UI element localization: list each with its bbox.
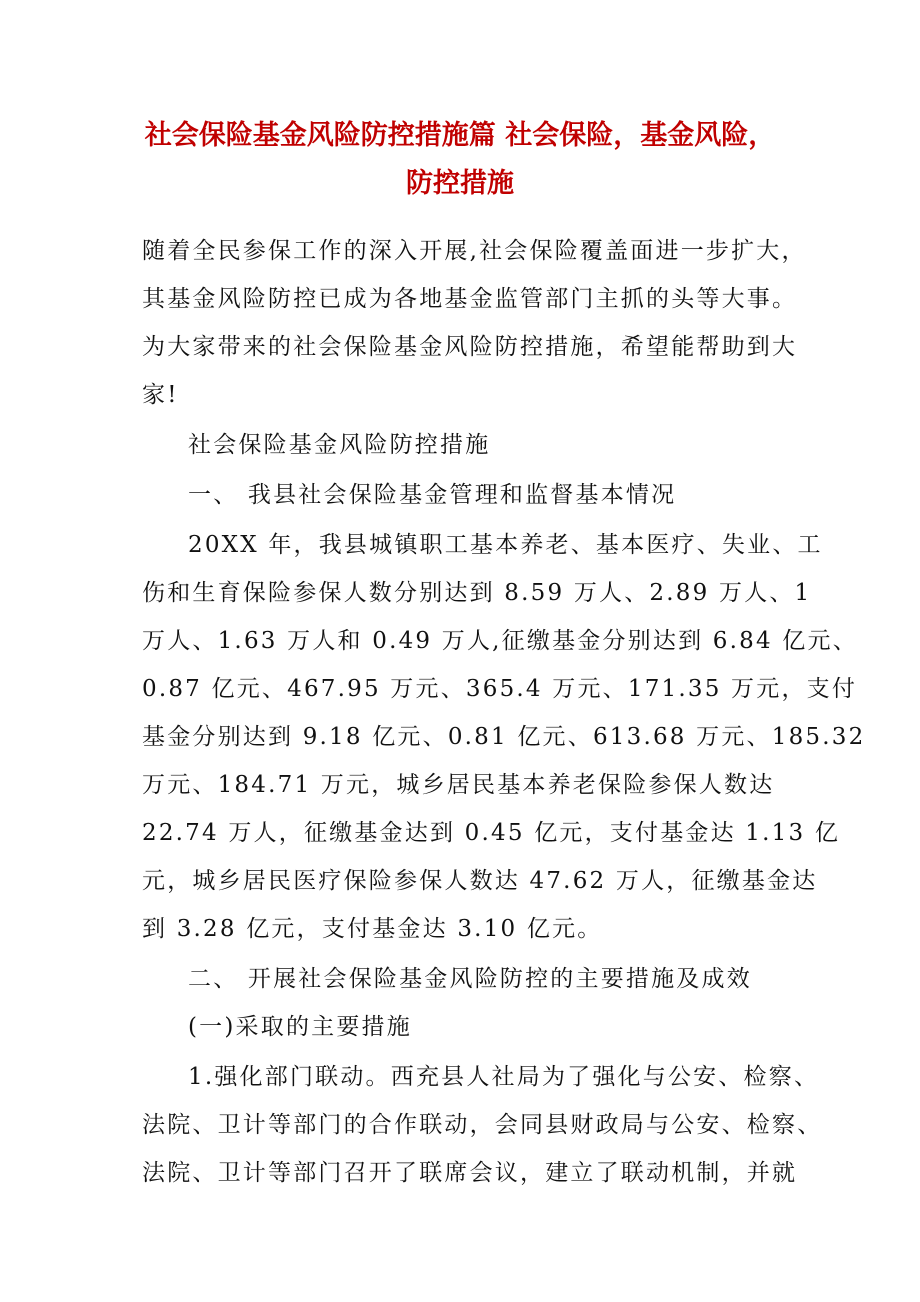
subsection-heading-1: 一、 我县社会保险基金管理和监督基本情况 — [188, 482, 677, 508]
section-heading: 社会保险基金风险防控措施 — [188, 432, 491, 458]
body-line-11: 22.74 万人，征缴基金达到 0.45 亿元，支付基金达 1.13 亿 — [142, 820, 841, 846]
document-title-line-2: 防控措施 — [406, 168, 514, 199]
body-line-13: 到 3.28 亿元，支付基金达 3.10 亿元。 — [142, 916, 603, 942]
body-line-5: 20XX 年，我县城镇职工基本养老、基本医疗、失业、工 — [188, 532, 823, 558]
body-line-1: 随着全民参保工作的深入开展,社会保险覆盖面进一步扩大， — [142, 238, 807, 264]
document-title-line-1: 社会保险基金风险防控措施篇 社会保险，基金风险， — [144, 120, 776, 151]
body-line-14: 1.强化部门联动。西充县人社局为了强化与公安、检察、 — [188, 1064, 820, 1090]
body-line-9: 基金分别达到 9.18 亿元、0.81 亿元、613.68 万元、185.32 — [142, 724, 866, 750]
subsection-heading-3: (一)采取的主要措施 — [188, 1014, 412, 1040]
body-line-2: 其基金风险防控已成为各地基金监管部门主抓的头等大事。 — [142, 286, 798, 312]
body-line-3: 为大家带来的社会保险基金风险防控措施，希望能帮助到大 — [142, 334, 798, 360]
body-line-4: 家! — [142, 382, 179, 408]
body-line-8: 0.87 亿元、467.95 万元、365.4 万元、171.35 万元，支付 — [142, 676, 858, 702]
body-line-16: 法院、卫计等部门召开了联席会议，建立了联动机制，并就 — [142, 1160, 798, 1186]
body-line-10: 万元、184.71 万元，城乡居民基本养老保险参保人数达 — [142, 772, 775, 798]
body-line-12: 元，城乡居民医疗保险参保人数达 47.62 万人，征缴基金达 — [142, 868, 818, 894]
body-line-6: 伤和生育保险参保人数分别达到 8.59 万人、2.89 万人、1 — [142, 580, 812, 606]
body-line-7: 万人、1.63 万人和 0.49 万人,征缴基金分别达到 6.84 亿元、 — [142, 628, 858, 654]
body-line-15: 法院、卫计等部门的合作联动，会同县财政局与公安、检察、 — [142, 1112, 823, 1138]
subsection-heading-2: 二、 开展社会保险基金风险防控的主要措施及成效 — [188, 966, 752, 992]
